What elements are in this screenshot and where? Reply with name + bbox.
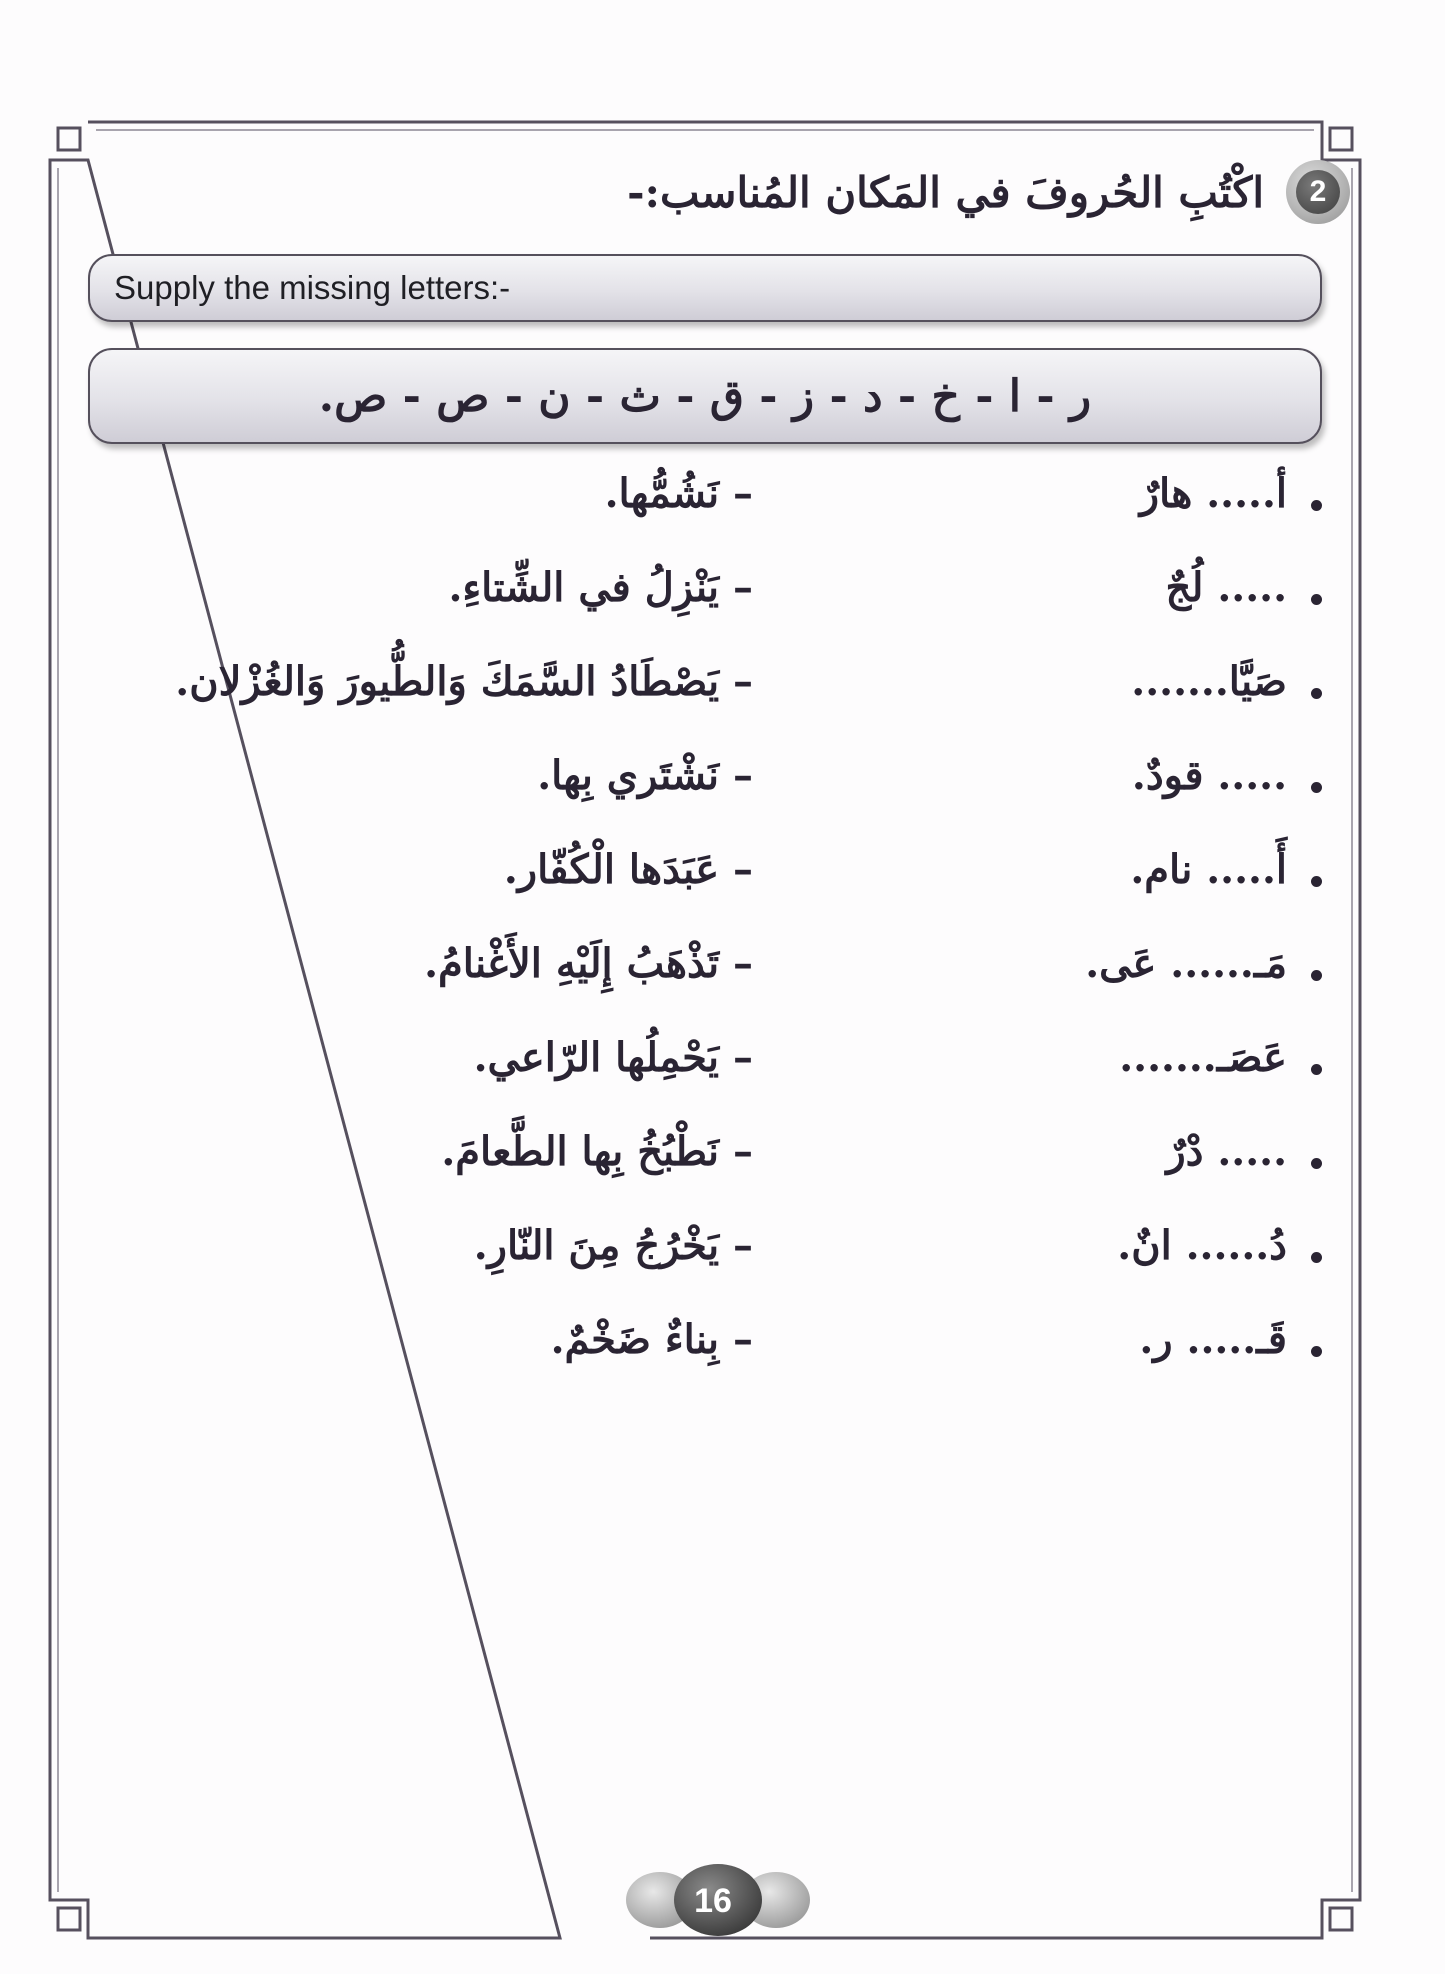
exercise-number-badge [1286, 160, 1350, 224]
incomplete-word: دُ...... انٌ. [1117, 1222, 1287, 1269]
list-item [0, 836, 1445, 930]
word-clue: – يَنْزِلُ في الشِّتاءِ. [448, 564, 753, 611]
incomplete-word: ..... قودٌ. [1131, 752, 1287, 799]
bullet-icon [1311, 1064, 1322, 1075]
word-clue: – تَذْهَبُ إِلَيْهِ الأَغْنامُ. [424, 940, 753, 987]
exercise-list [0, 460, 1445, 1400]
page-number: 16 [694, 1881, 732, 1920]
list-item [0, 930, 1445, 1024]
bullet-icon [1311, 594, 1322, 605]
incomplete-word: أ..... هارٌ [1139, 470, 1287, 517]
incomplete-word: قَـ..... ر. [1139, 1316, 1287, 1363]
bullet-icon [1311, 1252, 1322, 1263]
instruction-english-box [88, 254, 1322, 322]
word-clue: – يَخْرُجُ مِنَ النّارِ. [473, 1222, 753, 1269]
word-clue: – بِناءٌ ضَخْمٌ. [550, 1316, 753, 1363]
word-clue: – يَحْمِلُها الرّاعي. [473, 1034, 753, 1081]
incomplete-word: عَصَـ....... [1119, 1034, 1287, 1081]
word-clue: – نَشُمُّها. [604, 470, 753, 517]
exercise-number: 2 [1296, 170, 1340, 214]
bullet-icon [1311, 688, 1322, 699]
letter-bank-box [88, 348, 1322, 444]
bullet-icon [1311, 970, 1322, 981]
incomplete-word: مَـ...... عَى. [1085, 940, 1287, 987]
list-item [0, 1212, 1445, 1306]
instruction-arabic: اكْتُبِ الحُروفَ في المَكان المُناسب:- [627, 167, 1264, 217]
list-item [0, 1024, 1445, 1118]
incomplete-word: ..... دْرٌ [1166, 1128, 1287, 1175]
list-item [0, 460, 1445, 554]
incomplete-word: ..... لُجٌ [1165, 564, 1287, 611]
incomplete-word: صَيَّا....... [1131, 658, 1287, 705]
bullet-icon [1311, 782, 1322, 793]
list-item [0, 648, 1445, 742]
instruction-english: Supply the missing letters:- [114, 269, 511, 306]
list-item [0, 554, 1445, 648]
word-clue: – نَطْبُخُ بِها الطَّعامَ. [441, 1128, 753, 1175]
list-item [0, 742, 1445, 836]
letter-bank: ر - ا - خ - د - ز - ق - ث - ن - ص - ص. [318, 370, 1092, 422]
bullet-icon [1311, 1158, 1322, 1169]
word-clue: – يَصْطَادُ السَّمَكَ وَالطُّيورَ وَالغُزْلان. [175, 658, 753, 705]
word-clue: – عَبَدَها الْكُفّار. [503, 846, 753, 893]
list-item [0, 1118, 1445, 1212]
incomplete-word: أَ..... نام. [1130, 846, 1287, 893]
bullet-icon [1311, 500, 1322, 511]
list-item [0, 1306, 1445, 1400]
word-clue: – نَشْتَري بِها. [537, 752, 753, 799]
exercise-header [627, 160, 1350, 224]
bullet-icon [1311, 876, 1322, 887]
bullet-icon [1311, 1346, 1322, 1357]
